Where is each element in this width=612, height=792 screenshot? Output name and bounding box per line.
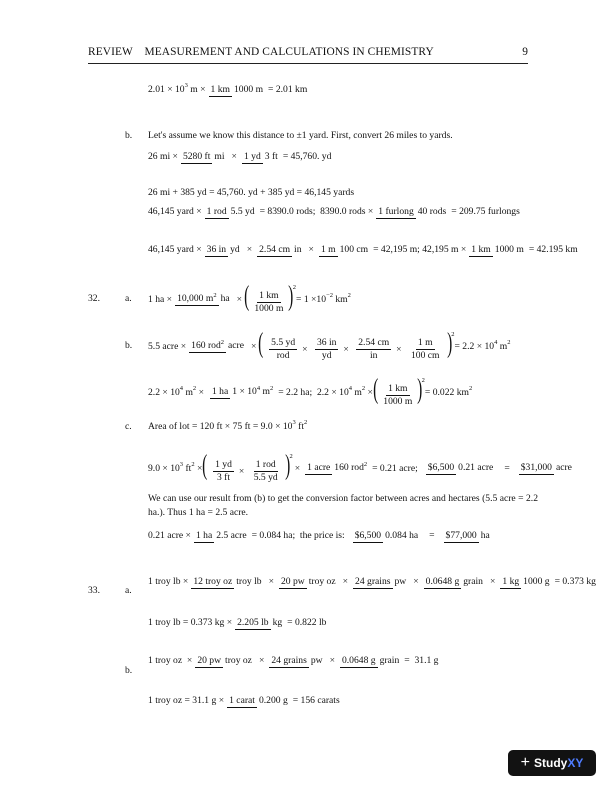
plus-icon: + <box>520 754 530 771</box>
fraction: 1 kg 1000 g <box>502 576 550 587</box>
fraction: $\frac{5.5 yd}{\text{rod}}$ <box>271 336 296 362</box>
fraction: $\frac{1 km}{1000 m}$ <box>383 382 413 408</box>
fraction: $77,000 ha <box>445 530 490 541</box>
equation-rods: 46,145 yard × 1 rod 5.5 yd = 8390.0 rods; 8390.0 rods × 1 furlong 40 rods = 209.75 furlongs <box>148 206 520 218</box>
equation-area: Area of lot = 120 ft × 75 ft = 9.0 × 10 3 ft 2 <box>148 419 308 432</box>
fraction: 20 pw troy oz <box>280 576 336 587</box>
page-header <box>88 46 528 62</box>
fraction: 1 ha $1 \times 10^4$ $m^2$ <box>211 385 274 398</box>
brand-xy: XY <box>567 756 584 770</box>
part-label: a. <box>125 293 132 304</box>
equation-troy-lb: 1 troy lb × 12 troy oz troy lb × 20 pw troy oz × 24 grains pw × 0.0648 g grain × 1 kg 1000 g = 0.373 kg <box>148 576 596 588</box>
problem-number: 33. <box>88 585 100 596</box>
equation-yards: 26 mi × 5280 ft mi × 1 yd 3 ft = 45,760. yd <box>148 151 332 163</box>
fraction: 1 furlong 40 rods <box>378 206 447 217</box>
equation-lb: 1 troy lb = 0.373 kg × 2.205 lb kg = 0.822 lb <box>148 617 327 629</box>
studyxy-watermark[interactable] <box>508 750 596 776</box>
fraction: 0.0648 g grain <box>341 655 400 666</box>
equation-sum: 26 mi + 385 yd = 45,760. yd + 385 yd = 46,145 yards <box>148 187 355 198</box>
part-label: b. <box>125 130 133 141</box>
fraction: 2.54 cm in <box>259 244 302 255</box>
fraction: 1 km 1000 m <box>471 244 524 255</box>
fraction: 0.0648 g grain <box>425 576 483 587</box>
equation-troy-oz: 1 troy oz × 20 pw troy oz × 24 grains pw × 0.0648 g grain = 31.1 g <box>148 655 439 667</box>
running-title: REVIEW MEASUREMENT AND CALCULATIONS IN CHEMISTRY <box>88 46 434 58</box>
equation-meters: 46,145 yard × 36 in yd × 2.54 cm in × 1 m 100 cm = 42,195 m; 42,195 m × 1 km 1000 m = 42.195 km <box>148 244 578 256</box>
fraction: 12 troy oz troy lb <box>193 576 262 587</box>
fraction: $6,500 0.084 ha <box>354 530 419 541</box>
paragraph: We can use our result from (b) to get the conversion factor between acres and hectares (5.5 acre = 2.2 ha.). Thus 1 ha = 2.5 acre. <box>148 493 538 518</box>
fraction: 5280 ft mi <box>182 151 225 162</box>
fraction: 1 rod 5.5 yd <box>206 206 255 217</box>
fraction: 1 acre 160 rod$^2$ <box>307 461 368 474</box>
fraction: 160 rod$^2$ acre <box>191 339 244 352</box>
fraction: 10,000 $m^2$ ha <box>177 292 230 305</box>
fraction: 1 km 1000 m <box>210 84 264 95</box>
equation-km: 2.01 × 10 3 m × 1 km 1000 m = 2.01 km <box>148 82 308 96</box>
fraction: 36 in yd <box>206 244 240 255</box>
fraction: $\frac{1 m}{100 cm}$ <box>411 336 440 362</box>
fraction: $\frac{1 yd}{3 ft}$ <box>215 458 232 484</box>
equation-acre: 5.5 acre × 160 rod$^2$ acre × ( $\frac{5.5 yd}{\text{rod}}$ × $\frac{36 in}{yd}$ × $\frac{2.54 cm}{in}$ × $\frac{1 m}{100 cm}$ )$^2$ = 2.2 × 10 4 m 2 <box>148 328 511 362</box>
equation-carats: 1 troy oz = 31.1 g × 1 carat 0.200 g = 156 carats <box>148 695 340 707</box>
fraction: 24 grains pw <box>271 655 323 666</box>
fraction: 2.205 lb kg <box>237 617 283 628</box>
header-rule <box>88 63 528 64</box>
fraction: 1 ha 2.5 acre <box>195 530 247 541</box>
fraction: 1 m 100 cm <box>320 244 369 255</box>
fraction: 24 grains pw <box>355 576 407 587</box>
fraction: 1 yd 3 ft <box>243 151 278 162</box>
fraction: $31,000 acre <box>520 462 572 474</box>
fraction: 20 pw troy oz <box>197 655 252 666</box>
equation-ha-km2: 2.2 × 10 4 m 2 × 1 ha $1 \times 10^4$ $m^2$ = 2.2 ha; 2.2 × 10 4 m 2 × ( $\frac{1 km}{1000 m}$ )$^2$ = 0.022 km 2 <box>148 374 473 408</box>
part-label: b. <box>125 665 133 676</box>
fraction: $\frac{\text{1 rod}}{5.5 yd}$ <box>253 458 278 484</box>
fraction: $\frac{2.54 cm}{in}$ <box>358 336 390 362</box>
part-label: a. <box>125 585 132 596</box>
equation-price-acre: 9.0 × 10 3 ft 2 × ( $\frac{1 yd}{3 ft}$ × $\frac{\text{1 rod}}{5.5 yd}$ )$^2$ × 1 acre 160 rod$^2$ = 0.21 acre; $6,500 0.21 acre = $31,000 acre <box>148 450 572 484</box>
part-label: b. <box>125 340 133 351</box>
problem-number: 32. <box>88 293 100 304</box>
equation-hectare: 1 ha × 10,000 $m^2$ ha × ( $\frac{1 km}{1000 m}$ )$^2$ = 1 ×10 −2 km 2 <box>148 281 351 315</box>
equation-price-ha: 0.21 acre × 1 ha 2.5 acre = 0.084 ha; the price is: $6,500 0.084 ha = $77,000 ha <box>148 530 490 542</box>
fraction: $\frac{36 in}{yd}$ <box>316 336 337 362</box>
brand-study: Study <box>533 756 568 770</box>
fraction: $\frac{1 km}{1000 m}$ <box>254 289 284 315</box>
page-number: 9 <box>522 46 528 58</box>
part-label: c. <box>125 421 132 432</box>
fraction: $6,500 0.21 acre <box>427 462 494 474</box>
statement: Let's assume we know this distance to ±1 yard. First, convert 26 miles to yards. <box>148 130 453 141</box>
fraction: 1 carat 0.200 g <box>229 695 288 706</box>
